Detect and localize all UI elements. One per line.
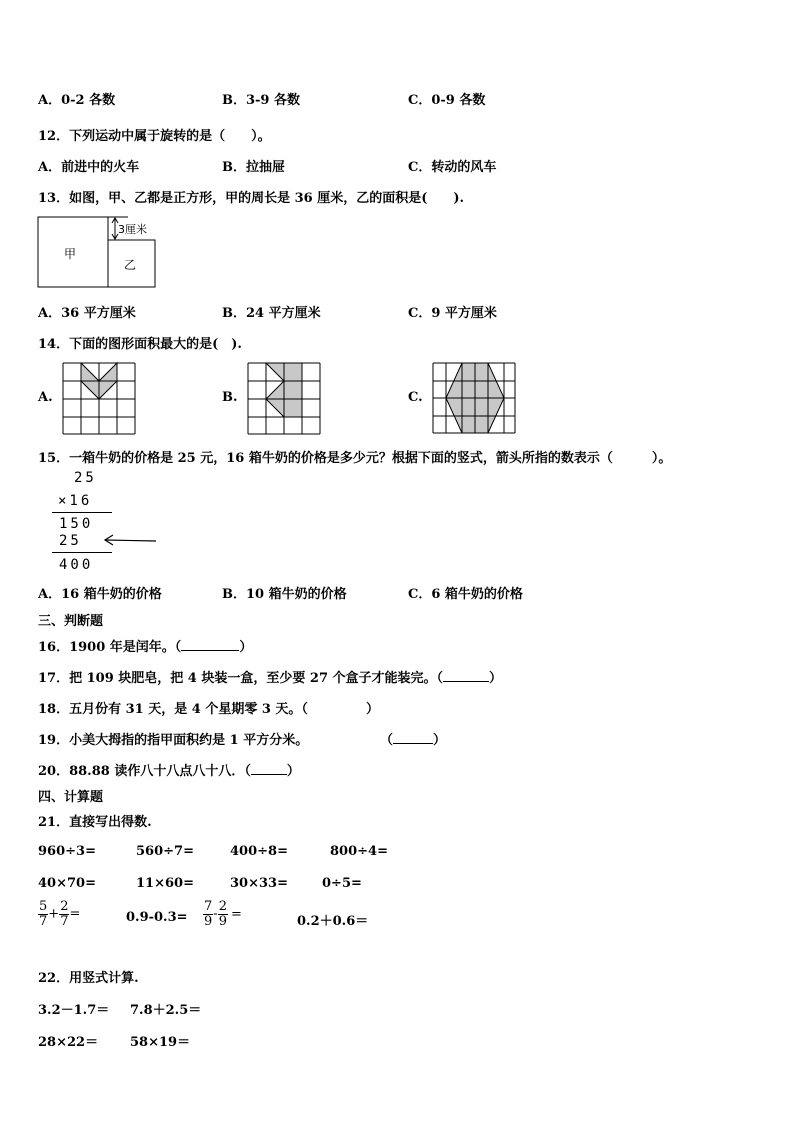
q13-option-a: A．36 平方厘米 <box>38 306 136 321</box>
q18-text: 18．五月份有 31 天，是 4 个星期零 3 天。（ <box>38 702 308 717</box>
q14-label-c: C. <box>408 390 423 405</box>
q22-r2-c1: 28×22＝ <box>38 1035 99 1050</box>
q21-fraction-expr-2 <box>203 900 242 928</box>
q16 <box>38 636 252 655</box>
q19-open: （ <box>380 733 394 748</box>
frac1-eq: = <box>69 906 81 922</box>
q17-close: ） <box>489 671 503 686</box>
q16-text: 16．1900 年是闰年。（ <box>38 640 182 655</box>
q11-option-c: C．0-9 各数 <box>408 93 486 108</box>
q21-r2-c1: 40×70= <box>38 876 96 891</box>
q15-calc-line3: 150 <box>59 516 94 532</box>
frac2-num1: 7 <box>204 899 213 914</box>
q21-r1-c4: 800÷4= <box>330 844 388 859</box>
q15-calc-line1: 25 <box>74 470 97 486</box>
q17 <box>38 667 502 686</box>
q15-calc-rule-1 <box>52 512 112 513</box>
q15-stem: 15．一箱牛奶的价格是 25 元，16 箱牛奶的价格是多少元？根据下面的竖式，箭头所指的数表示（ ）。 <box>38 451 672 466</box>
q12-option-b: B．拉抽屉 <box>222 160 285 175</box>
q14-stem: 14．下面的图形面积最大的是( ). <box>38 337 242 352</box>
frac2-den2: 9 <box>218 913 227 929</box>
q22-r1-c2: 7.8＋2.5＝ <box>130 1003 202 1018</box>
q21-fraction-expr-1 <box>38 900 80 928</box>
q19-close: ） <box>433 733 447 748</box>
q12-option-c: C．转动的风车 <box>408 160 497 175</box>
q13-option-b: B．24 平方厘米 <box>222 306 321 321</box>
frac1-num2: 2 <box>60 899 69 914</box>
frac2-num2: 2 <box>218 899 227 914</box>
q11-option-b: B．3-9 各数 <box>222 93 301 108</box>
q22-stem: 22．用竖式计算. <box>38 971 139 986</box>
q12-stem: 12．下列运动中属于旋转的是（ ）。 <box>38 129 271 144</box>
q22-r1-c1: 3.2－1.7＝ <box>38 1003 110 1018</box>
q15-arrow-icon <box>102 533 158 547</box>
q21-r1-c1: 960÷3= <box>38 844 96 859</box>
q15-option-c: C．6 箱牛奶的价格 <box>408 587 523 602</box>
section-title-calculation: 四、计算题 <box>38 790 104 805</box>
q14-shape-b-grid <box>247 362 324 436</box>
q13-stem: 13．如图，甲、乙都是正方形，甲的周长是 36 厘米，乙的面积是( ). <box>38 191 465 206</box>
q15-calc-line4: 25 <box>59 533 82 549</box>
q18-close: ） <box>365 702 379 717</box>
frac1-op: + <box>48 906 60 922</box>
q21-r2-c2: 11×60= <box>136 876 194 891</box>
q14-shape-a-grid <box>62 362 139 436</box>
frac2-op: - <box>213 906 218 922</box>
q19-answer-blank[interactable] <box>393 730 433 744</box>
q22-r2-c2: 58×19＝ <box>130 1035 191 1050</box>
q13-label-yi: 乙 <box>124 258 137 272</box>
q17-text: 17．把 109 块肥皂，把 4 块装一盒，至少要 27 个盒子才能装完。（ <box>38 671 444 686</box>
q13-label-jia: 甲 <box>64 247 77 261</box>
q13-dim-label: 3厘米 <box>118 223 147 236</box>
q21-r2-c4: 0÷5= <box>322 876 362 891</box>
q14-shape-c-grid <box>432 362 517 436</box>
q12-option-a: A．前进中的火车 <box>38 160 140 175</box>
q14-label-b: B. <box>222 390 238 405</box>
q21-r1-c2: 560÷7= <box>136 844 194 859</box>
q20-text: 20．88.88 读作八十八点八十八．（ <box>38 764 251 779</box>
frac1-num1: 5 <box>39 899 48 914</box>
q21-r3-c2: 0.9-0.3= <box>126 910 188 925</box>
section-title-judgement: 三、判断题 <box>38 614 104 629</box>
q20-answer-blank[interactable] <box>251 761 287 775</box>
q18 <box>38 698 379 717</box>
q17-answer-blank[interactable] <box>443 668 489 682</box>
q21-r1-c3: 400÷8= <box>230 844 288 859</box>
q20-close: ） <box>286 764 300 779</box>
q20 <box>38 760 300 779</box>
q19-answer <box>380 729 446 748</box>
q16-answer-blank[interactable] <box>181 637 239 651</box>
frac1-den1: 7 <box>39 913 48 929</box>
frac2-den1: 9 <box>204 913 213 929</box>
q15-calc-line2: ×16 <box>58 493 93 509</box>
q14-label-a: A. <box>38 390 53 405</box>
q11-option-a: A．0-2 各数 <box>38 93 116 108</box>
q19-text: 19．小美大拇指的指甲面积约是 1 平方分米。 <box>38 733 309 748</box>
q21-r3-c4: 0.2＋0.6＝ <box>297 914 369 929</box>
q15-calc-line5: 400 <box>59 557 94 573</box>
q13-squares-figure <box>36 215 161 290</box>
q15-option-b: B．10 箱牛奶的价格 <box>222 587 347 602</box>
q15-calc-rule-2 <box>52 552 112 553</box>
q21-stem: 21．直接写出得数. <box>38 815 152 830</box>
q21-r2-c3: 30×33= <box>230 876 288 891</box>
q16-close: ） <box>239 640 253 655</box>
q13-option-c: C．9 平方厘米 <box>408 306 497 321</box>
frac2-eq: = <box>230 906 242 922</box>
frac1-den2: 7 <box>60 913 69 929</box>
q15-option-a: A．16 箱牛奶的价格 <box>38 587 162 602</box>
